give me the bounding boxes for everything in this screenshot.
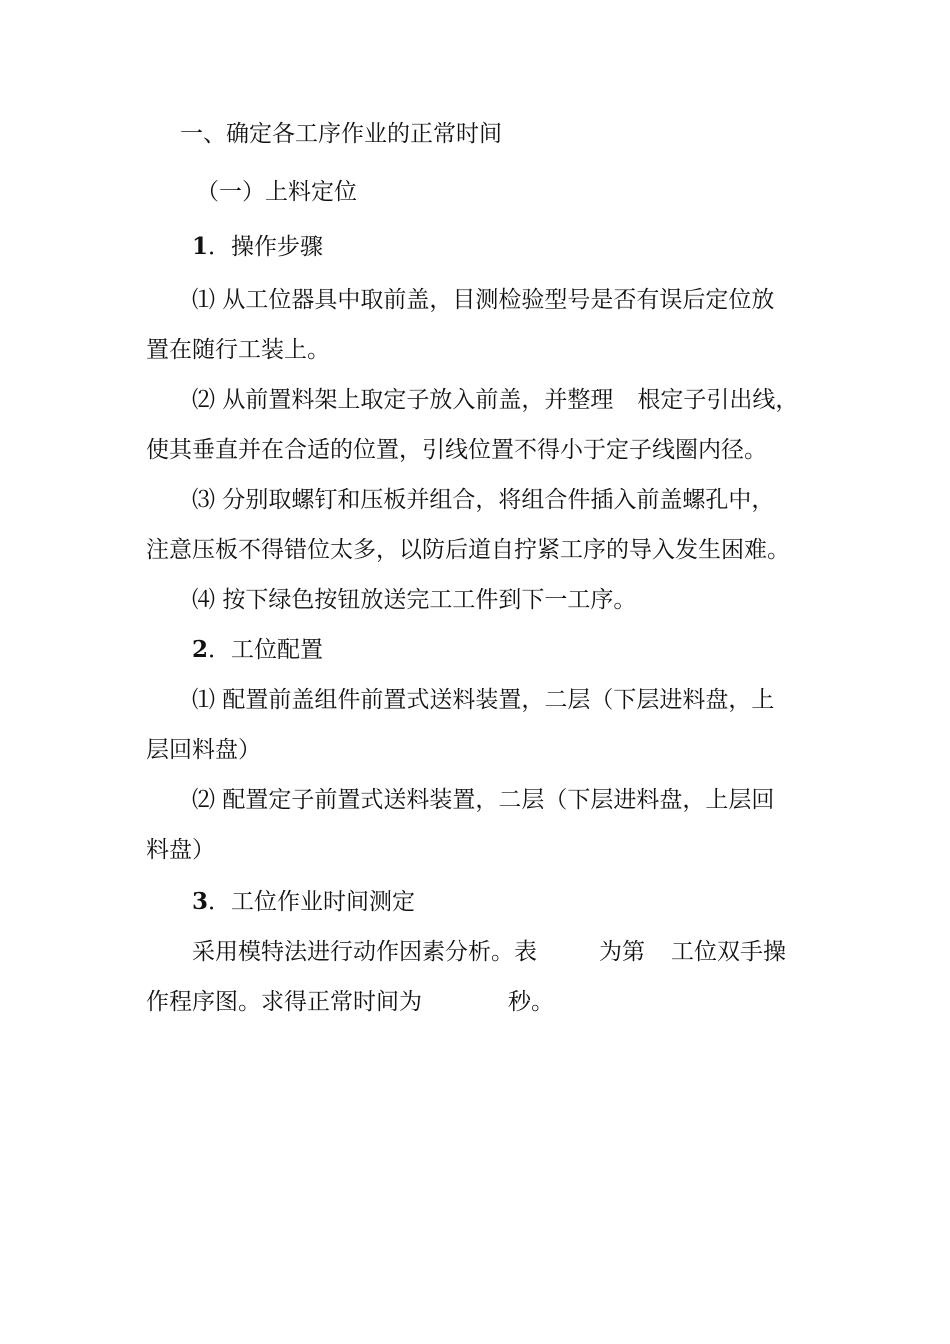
item-number: ⑷ [192, 587, 215, 613]
item-text: 从工位器具中取前盖，目测检验型号是否有误后定位放 [222, 287, 775, 313]
step-item-1-line2 [146, 334, 950, 366]
step-item-2-line2 [146, 434, 950, 466]
step-item-1-line1 [192, 284, 950, 316]
config-item-2-line2 [146, 834, 950, 866]
step-item-4-line1 [192, 584, 950, 616]
heading-text: 一、确定各工序作业的正常时间 [180, 121, 502, 147]
heading-section-1 [180, 118, 950, 150]
paragraph-text: 工位双手操 [671, 939, 786, 965]
paragraph-text: 为第 [599, 939, 645, 965]
heading-number: 3 [192, 888, 209, 915]
item-text: 置在随行工装上。 [146, 337, 330, 363]
item-text: 分别取螺钉和压板并组合，将组合件插入前盖螺孔中， [222, 487, 775, 513]
paragraph-text: 采用模特法进行动作因素分析。表 [192, 939, 537, 965]
config-item-1-line1 [192, 684, 950, 716]
heading-time-measurement [192, 886, 950, 918]
heading-text: ．操作步骤 [208, 234, 324, 260]
heading-number: 1 [192, 233, 209, 260]
measurement-paragraph-line1 [192, 936, 950, 968]
item-text: 配置前盖组件前置式送料装置，二层（下层进料盘，上 [222, 687, 775, 713]
heading-steps [192, 231, 950, 263]
config-item-1-line2 [146, 734, 950, 766]
item-text: 层回料盘） [146, 737, 261, 763]
item-number: ⑴ [192, 287, 215, 313]
item-number: ⑵ [192, 787, 215, 813]
item-number: ⑵ [192, 387, 215, 413]
heading-station-config [192, 634, 950, 666]
item-text: 注意压板不得错位太多，以防后道自拧紧工序的导入发生困难。 [146, 537, 790, 563]
item-text: 按下绿色按钮放送完工工件到下一工序。 [222, 587, 637, 613]
item-number: ⑴ [192, 687, 215, 713]
item-text: 从前置料架上取定子放入前盖，并整理 [222, 387, 614, 413]
step-item-3-line2 [146, 534, 950, 566]
item-text: 配置定子前置式送料装置，二层（下层进料盘，上层回 [222, 787, 775, 813]
heading-text: （一）上料定位 [196, 179, 357, 205]
measurement-paragraph-line2 [146, 986, 950, 1018]
heading-text: ．工位配置 [208, 637, 324, 663]
item-text: 使其垂直并在合适的位置，引线位置不得小于定子线圈内径。 [146, 437, 767, 463]
heading-text: ．工位作业时间测定 [208, 889, 416, 915]
heading-subsection-1 [196, 176, 950, 208]
paragraph-text: 作程序图。求得正常时间为 [146, 989, 422, 1015]
item-text: 根定子引出线， [637, 387, 799, 413]
config-item-2-line1 [192, 784, 950, 816]
item-text: 料盘） [146, 837, 215, 863]
step-item-2-line1 [192, 384, 950, 416]
step-item-3-line1 [192, 484, 950, 516]
heading-number: 2 [192, 636, 209, 663]
item-number: ⑶ [192, 487, 215, 513]
paragraph-text: 秒。 [508, 989, 554, 1015]
